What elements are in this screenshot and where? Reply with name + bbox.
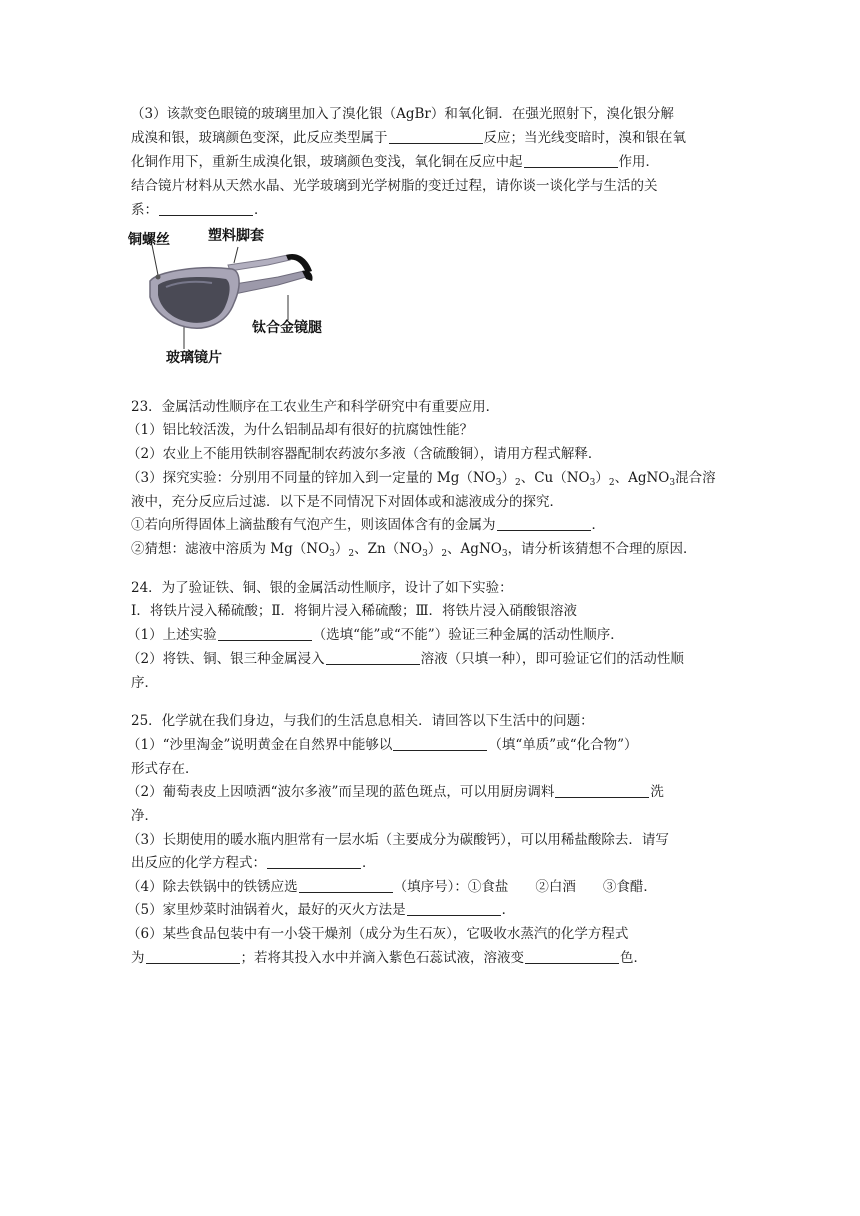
q23-part1: （1）铝比较活泼，为什么铝制品却有很好的抗腐蚀性能？	[127, 422, 474, 438]
q24-part1: （1）上述实验 （选填“能”或“不能”）验证三种金属的活动性顺序．	[127, 627, 624, 643]
q22-part3-line4: 结合镜片材料从天然水晶、光学玻璃到光学树脂的变迁过程，请你谈一谈化学与生活的关	[131, 178, 658, 194]
q22-part3-line3: 化铜作用下，重新生成溴化银，玻璃颜色变浅，氧化铜在反应中起 作用．	[131, 154, 659, 170]
answer-blank[interactable]	[267, 854, 361, 869]
answer-blank[interactable]	[389, 129, 483, 144]
q24-part2-line1: （2）将铁、铜、银三种金属浸入 溶液（只填一种），即可验证它们的活动性顺	[127, 651, 684, 667]
q25-title: 25．化学就在我们身边，与我们的生活息息相关．请回答以下生活中的问题：	[131, 713, 594, 729]
label-plastic-pad: 塑料脚套	[208, 228, 264, 244]
q23-part2: （2）农业上不能用铁制容器配制农药波尔多液（含硫酸铜），请用方程式解释．	[127, 446, 602, 462]
answer-blank[interactable]	[218, 626, 312, 641]
q25-part5: （5）家里炒菜时油锅着火，最好的灭火方法是 ．	[127, 902, 516, 918]
q25-part4: （4）除去铁锅中的铁锈应选 （填序号）：①食盐 ②白酒 ③食醋．	[127, 879, 657, 895]
label-glass-lens: 玻璃镜片	[166, 350, 222, 366]
answer-blank[interactable]	[407, 901, 501, 916]
sunglasses-figure	[128, 225, 338, 370]
q25-part2-line1: （2）葡萄表皮上因喷洒“波尔多液”而呈现的蓝色斑点，可以用厨房调料 洗	[127, 784, 664, 800]
answer-blank[interactable]	[497, 516, 591, 531]
q23-part3-question1: ①若向所得固体上滴盐酸有气泡产生，则该固体含有的金属为 ．	[131, 517, 605, 533]
q25-part6-line1: （6）某些食品包装中有一小袋干燥剂（成分为生石灰），它吸收水蒸汽的化学方程式	[127, 926, 629, 942]
q22-part3-line2: 成溴和银，玻璃颜色变深，此反应类型属于 反应；当光线变暗时，溴和银在氧	[131, 130, 686, 146]
label-titanium-leg: 钛合金镜腿	[252, 320, 322, 336]
answer-blank[interactable]	[299, 878, 393, 893]
answer-blank[interactable]	[524, 153, 618, 168]
q25-part3-line2: 出反应的化学方程式： ．	[131, 855, 376, 871]
q25-part1-line1: （1）“沙里淘金”说明黄金在自然界中能够以 （填“单质”或“化合物”）	[127, 737, 638, 753]
q25-part2-line2: 净．	[131, 808, 158, 824]
answer-blank[interactable]	[146, 949, 240, 964]
answer-blank[interactable]	[525, 949, 619, 964]
q25-part6-line2: 为 ；若将其投入水中并滴入紫色石蕊试液，溶液变 色．	[131, 950, 647, 966]
q24-experiments: Ⅰ．将铁片浸入稀硫酸；Ⅱ．将铜片浸入稀硫酸；Ⅲ．将铁片浸入硝酸银溶液	[131, 603, 578, 619]
q24-title: 24．为了验证铁、铜、银的金属活动性顺序，设计了如下实验：	[131, 580, 513, 596]
q22-part3-line1: （3）该款变色眼镜的玻璃里加入了溴化银（AgBr）和氧化铜．在强光照射下，溴化银分解	[131, 106, 674, 122]
q23-part3-line2: 液中，充分反应后过滤．以下是不同情况下对固体或和滤液成分的探究．	[131, 494, 563, 510]
answer-blank[interactable]	[159, 201, 253, 216]
q23-title: 23．金属活动性顺序在工农业生产和科学研究中有重要应用．	[131, 399, 500, 415]
label-copper-screw: 铜螺丝	[128, 232, 170, 248]
q25-part1-line2: 形式存在．	[131, 761, 199, 777]
answer-blank[interactable]	[393, 736, 487, 751]
answer-blank[interactable]	[555, 783, 649, 798]
q23-part3-line1: （3）探究实验：分别用不同量的锌加入到一定量的 $Mg(NO_3)_2$、$Cu(NO_3)_2$、AgNO$_3$混合溶	[127, 470, 716, 488]
q22-part3-line5: 系： ．	[131, 202, 268, 218]
answer-blank[interactable]	[326, 650, 420, 665]
q23-part3-question2: ②猜想：滤液中溶质为 $Mg(NO_3)_2$、$Zn(NO_3)_2$、AgNO$_3$，请分析该猜想不合理的原因．	[131, 541, 697, 559]
q24-part2-line2: 序．	[131, 675, 158, 691]
q25-part3-line1: （3）长期使用的暖水瓶内胆常有一层水垢（主要成分为碳酸钙），可以用稀盐酸除去．请写	[127, 832, 669, 848]
